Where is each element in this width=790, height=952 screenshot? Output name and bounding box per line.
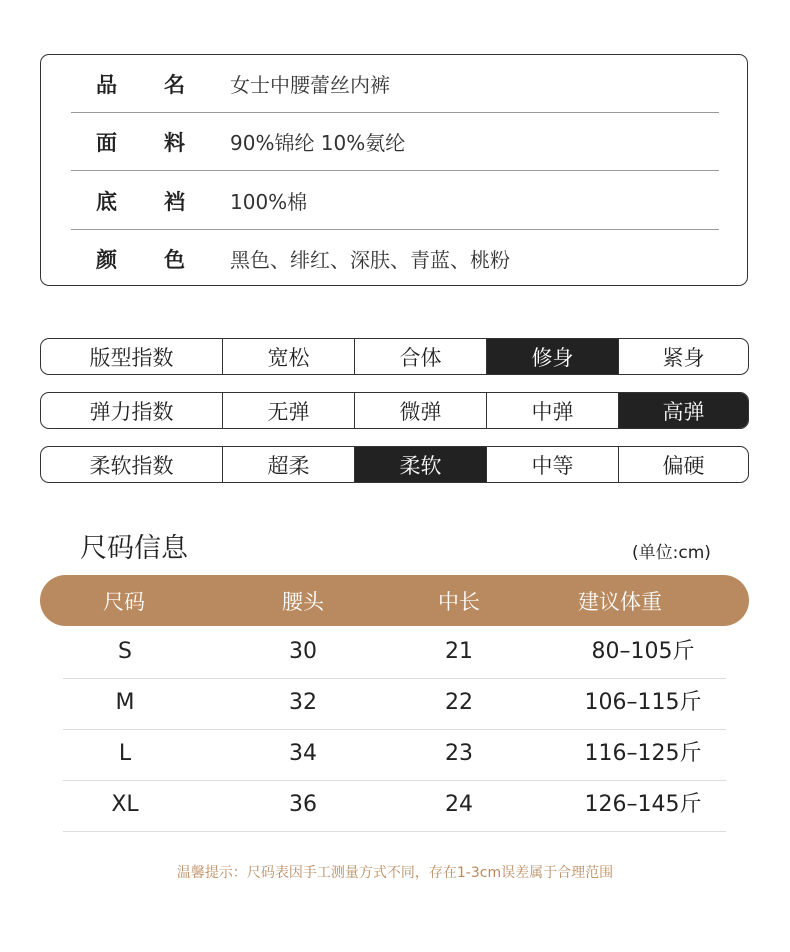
header-size: 尺码: [103, 589, 145, 614]
softness-option-soft: 柔软: [354, 447, 486, 482]
size-table-header: [40, 575, 749, 626]
table-row: [63, 627, 726, 679]
measurement-tip: 温馨提示：尺码表因手工测量方式不同，存在1-3cm误差属于合理范围: [176, 865, 614, 881]
info-label: 面 料: [96, 130, 185, 155]
elasticity-option-high: 高弹: [618, 393, 748, 428]
info-value-product-name: 女士中腰蕾丝内裤: [230, 73, 390, 97]
cell-size: XL: [111, 792, 139, 817]
info-value-fabric: 90%锦纶 10%氨纶: [230, 131, 406, 155]
cell-weight: 80–105斤: [591, 639, 695, 664]
info-label: 品 名: [96, 72, 185, 97]
header-length: 中长: [438, 589, 480, 614]
softness-index-bar: [40, 446, 749, 483]
info-row-color: [71, 230, 719, 287]
info-label: 底 裆: [96, 189, 185, 214]
fit-option-regular: 合体: [354, 339, 486, 374]
cell-size: S: [118, 639, 132, 664]
header-waist: 腰头: [282, 589, 324, 614]
cell-length: 23: [445, 741, 473, 766]
fit-index-title: 版型指数: [89, 345, 174, 370]
fit-option-slim: 修身: [486, 339, 618, 374]
softness-option-ultra-soft: 超柔: [222, 447, 354, 482]
table-row: [63, 780, 726, 832]
info-label: 颜 色: [96, 247, 185, 272]
header-weight: 建议体重: [578, 589, 662, 614]
table-row: [63, 729, 726, 781]
cell-waist: 30: [289, 639, 317, 664]
cell-size: L: [118, 741, 132, 766]
softness-option-hard: 偏硬: [618, 447, 748, 482]
cell-weight: 116–125斤: [584, 741, 702, 766]
elasticity-index-bar: [40, 392, 749, 429]
fit-index-bar: [40, 338, 749, 375]
cell-length: 21: [445, 639, 473, 664]
cell-length: 24: [445, 792, 473, 817]
elasticity-index-title: 弹力指数: [89, 399, 174, 424]
size-section-title: 尺码信息: [80, 533, 188, 564]
cell-length: 22: [445, 690, 473, 715]
product-info-box: [40, 54, 748, 286]
info-row-fabric: [71, 113, 719, 171]
cell-size: M: [115, 690, 135, 715]
elasticity-option-none: 无弹: [222, 393, 354, 428]
softness-index-title: 柔软指数: [89, 453, 174, 478]
cell-waist: 34: [289, 741, 317, 766]
fit-option-loose: 宽松: [222, 339, 354, 374]
info-value-colors: 黑色、绯红、深肤、青蓝、桃粉: [230, 248, 510, 272]
fit-option-tight: 紧身: [618, 339, 748, 374]
table-row: [63, 678, 726, 730]
info-row-crotch: [71, 172, 719, 230]
elasticity-option-medium: 中弹: [486, 393, 618, 428]
cell-weight: 126–145斤: [584, 792, 702, 817]
info-row-name: [71, 55, 719, 113]
info-value-crotch: 100%棉: [230, 190, 308, 214]
softness-option-medium: 中等: [486, 447, 618, 482]
size-unit-label: (单位:cm): [632, 543, 711, 563]
cell-waist: 36: [289, 792, 317, 817]
cell-waist: 32: [289, 690, 317, 715]
elasticity-option-slight: 微弹: [354, 393, 486, 428]
cell-weight: 106–115斤: [584, 690, 702, 715]
